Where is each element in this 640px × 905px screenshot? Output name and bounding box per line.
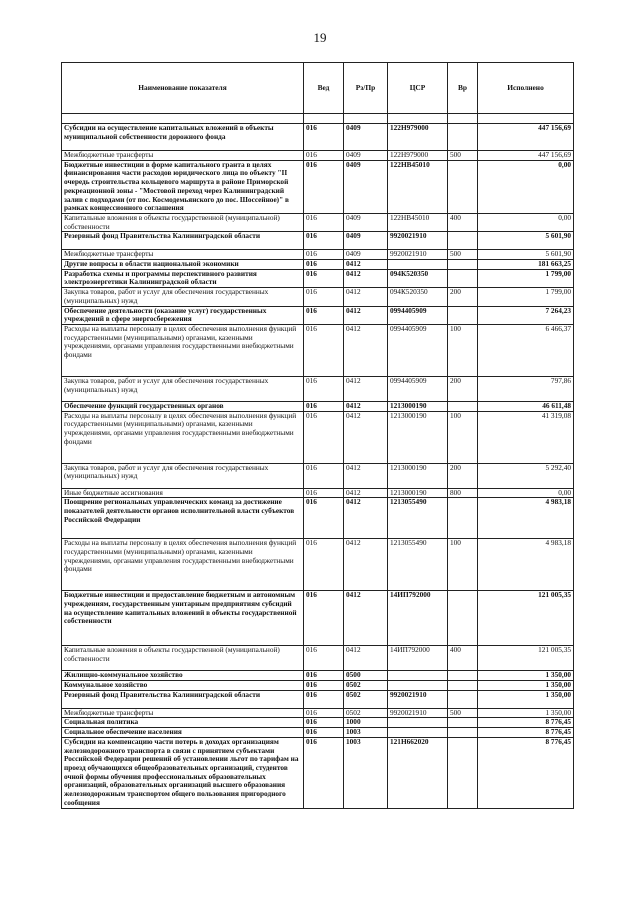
row-amount: 0,00 [478, 488, 574, 498]
table-header-row [62, 63, 574, 114]
row-rz-pr: 0409 [344, 232, 388, 250]
row-rz-pr: 0409 [344, 213, 388, 231]
row-ved: 016 [304, 671, 344, 681]
row-vr: 100 [448, 539, 478, 591]
row-ved: 016 [304, 488, 344, 498]
row-name: Межбюджетные трансферты [62, 250, 304, 260]
row-vr [448, 401, 478, 411]
header-rz-pr: Рз/Пр [344, 63, 388, 114]
row-ved: 016 [304, 288, 344, 306]
row-ved: 016 [304, 737, 344, 808]
row-name: Закупка товаров, работ и услуг для обеспечения государственных (муниципальных) нужд [62, 463, 304, 488]
row-csr: 1213000190 [388, 411, 448, 463]
row-name: Субсидии на компенсацию части потерь в доходах организациям железнодорожного транспорта в связи с принятием субъектами Российской Федерации решений об установлении льгот по тарифам на проезд обучающихся общеобразовательных организаций, студентов очной формы обучения профессиональных образовательных организаций, образовательных организаций высшего образования железнодорожным транспортом общего пользования пригородного сообщения [62, 737, 304, 808]
row-vr: 100 [448, 411, 478, 463]
row-name: Обеспечение деятельности (оказание услуг) государственных учреждений в сфере энергосбережения [62, 306, 304, 324]
row-rz-pr: 1003 [344, 737, 388, 808]
row-vr [448, 681, 478, 691]
row-csr: 9920021910 [388, 232, 448, 250]
spacer-cell [448, 114, 478, 124]
header-vr: Вр [448, 63, 478, 114]
row-amount: 8 776,45 [478, 718, 574, 728]
table-row [62, 690, 574, 708]
row-name: Коммунальное хозяйство [62, 681, 304, 691]
row-name: Поощрение региональных управленческих команд за достижение показателей деятельности органов исполнительной власти субъектов Российской Федерации [62, 498, 304, 539]
spacer-cell [478, 114, 574, 124]
row-amount: 46 611,48 [478, 401, 574, 411]
row-csr: 122НВ45010 [388, 213, 448, 231]
row-amount: 0,00 [478, 213, 574, 231]
row-vr [448, 269, 478, 287]
row-name: Резервный фонд Правительства Калининградской области [62, 232, 304, 250]
row-amount: 797,86 [478, 376, 574, 401]
row-name: Расходы на выплаты персоналу в целях обеспечения выполнения функций государственными (муниципальными) органами, казенными учреждениями, органами управления государственными внебюджетными фондами [62, 411, 304, 463]
row-name: Социальное обеспечение населения [62, 728, 304, 738]
table-row [62, 411, 574, 463]
row-vr: 100 [448, 324, 478, 376]
row-csr: 1213000190 [388, 488, 448, 498]
table-row [62, 646, 574, 671]
header-name: Наименование показателя [62, 63, 304, 114]
row-ved: 016 [304, 324, 344, 376]
row-csr [388, 671, 448, 681]
row-vr: 200 [448, 376, 478, 401]
row-csr: 1213000190 [388, 463, 448, 488]
row-amount: 1 350,00 [478, 690, 574, 708]
row-csr [388, 681, 448, 691]
row-csr: 0994405909 [388, 376, 448, 401]
row-csr: 122НВ45010 [388, 160, 448, 213]
table-row [62, 151, 574, 161]
row-ved: 016 [304, 718, 344, 728]
row-ved: 016 [304, 213, 344, 231]
row-amount: 447 156,69 [478, 124, 574, 151]
row-amount: 1 350,00 [478, 671, 574, 681]
row-amount: 447 156,69 [478, 151, 574, 161]
row-csr: 094К520350 [388, 269, 448, 287]
header-csr: ЦСР [388, 63, 448, 114]
row-amount: 1 350,00 [478, 708, 574, 718]
table-row [62, 269, 574, 287]
table-row [62, 260, 574, 270]
table-row [62, 376, 574, 401]
row-name: Обеспечение функций государственных органов [62, 401, 304, 411]
table-row [62, 324, 574, 376]
row-rz-pr: 0502 [344, 708, 388, 718]
row-vr: 200 [448, 463, 478, 488]
row-csr [388, 260, 448, 270]
row-ved: 016 [304, 708, 344, 718]
table-row [62, 728, 574, 738]
row-vr [448, 124, 478, 151]
row-vr: 400 [448, 646, 478, 671]
row-name: Другие вопросы в области национальной экономики [62, 260, 304, 270]
row-csr: 1213000190 [388, 401, 448, 411]
table-row [62, 213, 574, 231]
table-row [62, 306, 574, 324]
table-row [62, 681, 574, 691]
row-vr [448, 306, 478, 324]
row-name: Бюджетные инвестиции и предоставление бюджетным и автономным учреждениям, государственным унитарным предприятиям субсидий на осуществление капитальных вложений в объекты государственной собственности [62, 591, 304, 646]
header-ved: Вед [304, 63, 344, 114]
row-rz-pr: 0412 [344, 269, 388, 287]
row-rz-pr: 0409 [344, 250, 388, 260]
row-amount: 1 350,00 [478, 681, 574, 691]
row-vr [448, 498, 478, 539]
row-ved: 016 [304, 690, 344, 708]
spacer-cell [62, 114, 304, 124]
row-name: Расходы на выплаты персоналу в целях обеспечения выполнения функций государственными (муниципальными) органами, казенными учреждениями, органами управления государственными внебюджетными фондами [62, 324, 304, 376]
table-row [62, 671, 574, 681]
row-amount: 5 601,90 [478, 250, 574, 260]
row-amount: 181 663,25 [478, 260, 574, 270]
row-name: Закупка товаров, работ и услуг для обеспечения государственных (муниципальных) нужд [62, 288, 304, 306]
row-name: Межбюджетные трансферты [62, 708, 304, 718]
table-row [62, 250, 574, 260]
row-ved: 016 [304, 539, 344, 591]
row-name: Расходы на выплаты персоналу в целях обеспечения выполнения функций государственными (муниципальными) органами, казенными учреждениями, органами управления государственными внебюджетными фондами [62, 539, 304, 591]
row-ved: 016 [304, 463, 344, 488]
row-rz-pr: 0412 [344, 376, 388, 401]
row-amount: 121 005,35 [478, 591, 574, 646]
row-rz-pr: 0412 [344, 324, 388, 376]
row-rz-pr: 1003 [344, 728, 388, 738]
row-rz-pr: 0412 [344, 401, 388, 411]
row-amount: 5 292,40 [478, 463, 574, 488]
row-csr: 122Н979000 [388, 124, 448, 151]
row-ved: 016 [304, 591, 344, 646]
row-rz-pr: 0412 [344, 306, 388, 324]
row-vr: 800 [448, 488, 478, 498]
spacer-cell [388, 114, 448, 124]
row-name: Капитальные вложения в объекты государственной (муниципальной) собственности [62, 213, 304, 231]
row-amount: 1 799,00 [478, 269, 574, 287]
row-rz-pr: 0412 [344, 591, 388, 646]
row-vr [448, 690, 478, 708]
row-csr: 9920021910 [388, 708, 448, 718]
row-rz-pr: 0502 [344, 681, 388, 691]
row-csr [388, 728, 448, 738]
table-row [62, 160, 574, 213]
row-ved: 016 [304, 151, 344, 161]
row-name: Межбюджетные трансферты [62, 151, 304, 161]
row-csr: 122Н979000 [388, 151, 448, 161]
row-rz-pr: 0412 [344, 539, 388, 591]
row-csr: 14ИП792000 [388, 646, 448, 671]
row-name: Закупка товаров, работ и услуг для обеспечения государственных (муниципальных) нужд [62, 376, 304, 401]
row-ved: 016 [304, 260, 344, 270]
row-csr: 14ИП792000 [388, 591, 448, 646]
row-amount: 121 005,35 [478, 646, 574, 671]
table-row [62, 401, 574, 411]
row-vr [448, 671, 478, 681]
row-rz-pr: 0412 [344, 646, 388, 671]
row-rz-pr: 0500 [344, 671, 388, 681]
row-ved: 016 [304, 250, 344, 260]
row-amount: 7 264,23 [478, 306, 574, 324]
row-amount: 6 466,37 [478, 324, 574, 376]
row-name: Субсидии на осуществление капитальных вложений в объекты муниципальной собственности дорожного фонда [62, 124, 304, 151]
row-csr: 1213055490 [388, 539, 448, 591]
row-ved: 016 [304, 124, 344, 151]
row-amount: 4 983,18 [478, 539, 574, 591]
row-name: Социальная политика [62, 718, 304, 728]
row-ved: 016 [304, 376, 344, 401]
table-row [62, 232, 574, 250]
row-vr: 500 [448, 250, 478, 260]
row-rz-pr: 0412 [344, 488, 388, 498]
row-rz-pr: 0409 [344, 124, 388, 151]
row-vr [448, 737, 478, 808]
row-ved: 016 [304, 411, 344, 463]
table-row [62, 488, 574, 498]
table-row [62, 737, 574, 808]
table-row [62, 124, 574, 151]
table-row [62, 463, 574, 488]
row-ved: 016 [304, 728, 344, 738]
row-name: Разработка схемы и программы перспективного развития электроэнергетики Калининградской области [62, 269, 304, 287]
row-vr [448, 591, 478, 646]
row-csr: 9920021910 [388, 690, 448, 708]
row-name: Иные бюджетные ассигнования [62, 488, 304, 498]
row-vr: 200 [448, 288, 478, 306]
row-csr: 0994405909 [388, 306, 448, 324]
row-csr: 9920021910 [388, 250, 448, 260]
row-vr: 400 [448, 213, 478, 231]
row-ved: 016 [304, 160, 344, 213]
row-vr [448, 160, 478, 213]
table-row [62, 498, 574, 539]
row-amount: 4 983,18 [478, 498, 574, 539]
row-ved: 016 [304, 646, 344, 671]
row-rz-pr: 0412 [344, 288, 388, 306]
row-csr [388, 718, 448, 728]
row-amount: 8 776,45 [478, 737, 574, 808]
row-ved: 016 [304, 269, 344, 287]
row-rz-pr: 0502 [344, 690, 388, 708]
header-amount: Исполнено [478, 63, 574, 114]
row-csr: 121Н662020 [388, 737, 448, 808]
row-vr [448, 232, 478, 250]
row-ved: 016 [304, 681, 344, 691]
row-csr: 1213055490 [388, 498, 448, 539]
row-name: Бюджетные инвестиции в форме капитального гранта в целях финансирования части расходов юридического лица по объекту "II очередь строительства кольцевого маршрута в районе Приморской рекреационной зоны - "Мостовой переход через Калининградский залив с подходами (от пос. Космодемьянского до пос. Шоссейное)" в рамках концессионного соглашения [62, 160, 304, 213]
row-rz-pr: 0412 [344, 260, 388, 270]
row-csr: 0994405909 [388, 324, 448, 376]
table-row [62, 718, 574, 728]
row-vr: 500 [448, 151, 478, 161]
row-name: Капитальные вложения в объекты государственной (муниципальной) собственности [62, 646, 304, 671]
row-rz-pr: 0412 [344, 498, 388, 539]
table-spacer-row [62, 114, 574, 124]
row-ved: 016 [304, 232, 344, 250]
row-ved: 016 [304, 401, 344, 411]
table-row [62, 539, 574, 591]
row-ved: 016 [304, 306, 344, 324]
budget-table [61, 62, 574, 809]
row-amount: 5 601,90 [478, 232, 574, 250]
table-row [62, 708, 574, 718]
row-rz-pr: 1000 [344, 718, 388, 728]
row-amount: 41 319,08 [478, 411, 574, 463]
spacer-cell [344, 114, 388, 124]
row-csr: 094К520350 [388, 288, 448, 306]
table-row [62, 591, 574, 646]
row-vr [448, 260, 478, 270]
spacer-cell [304, 114, 344, 124]
row-rz-pr: 0412 [344, 463, 388, 488]
row-name: Жилищно-коммунальное хозяйство [62, 671, 304, 681]
row-amount: 0,00 [478, 160, 574, 213]
page-number: 19 [313, 30, 327, 45]
row-rz-pr: 0412 [344, 411, 388, 463]
row-vr: 500 [448, 708, 478, 718]
row-ved: 016 [304, 498, 344, 539]
row-amount: 1 799,00 [478, 288, 574, 306]
row-vr [448, 718, 478, 728]
row-amount: 8 776,45 [478, 728, 574, 738]
row-rz-pr: 0409 [344, 151, 388, 161]
row-vr [448, 728, 478, 738]
row-name: Резервный фонд Правительства Калининградской области [62, 690, 304, 708]
row-rz-pr: 0409 [344, 160, 388, 213]
table-row [62, 288, 574, 306]
